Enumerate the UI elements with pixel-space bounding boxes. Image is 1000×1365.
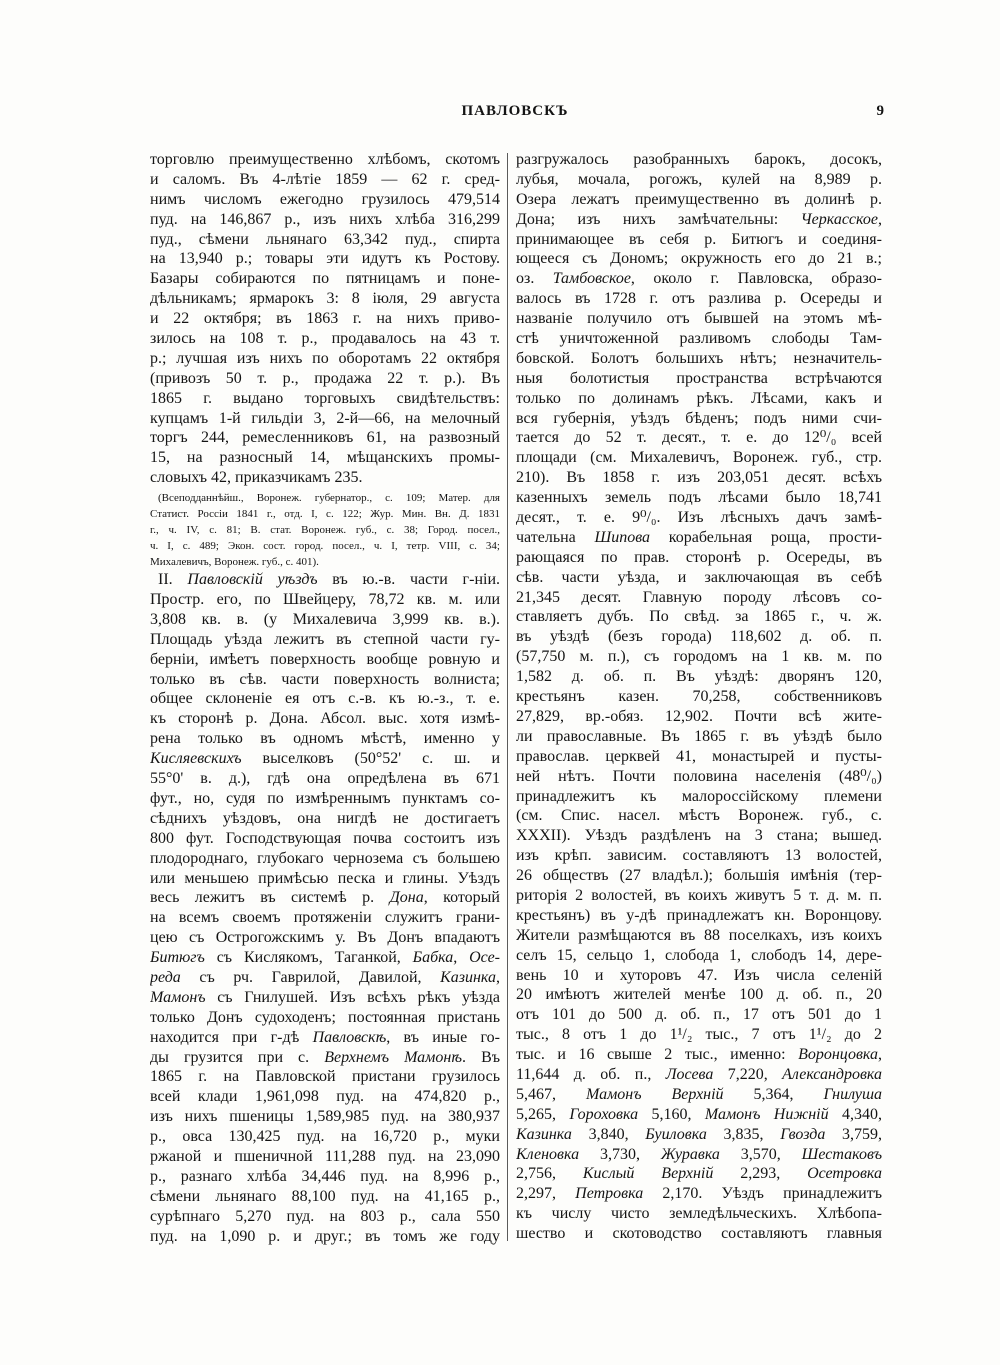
text-line (150, 289, 500, 309)
text-line (150, 1028, 500, 1048)
text-line (516, 1065, 882, 1085)
text-segment: 1865 г. на Павловской пристани грузилось (150, 1068, 500, 1086)
text-segment: словыхъ 42, приказчикамъ 235. (150, 469, 363, 487)
text-segment: , (878, 210, 882, 228)
right-column (516, 150, 882, 1244)
text-segment: 5,467, (516, 1085, 586, 1103)
text-segment: крестьянъ казен. 70,258, собственниковъ (516, 688, 882, 706)
text-segment: Дона; изъ нихъ замѣчательны: (516, 210, 801, 228)
district-section (150, 570, 500, 1246)
text-line (150, 650, 500, 670)
italic-term: Гвозда (780, 1125, 826, 1143)
text-segment: пуд. на 146,867 р., изъ нихъ хлѣба 316,299 (150, 210, 500, 228)
text-line (516, 767, 882, 787)
text-line (516, 150, 882, 170)
text-line (516, 667, 882, 687)
text-line (150, 349, 500, 369)
text-segment: къ числу чисто земледѣльческихъ. Хлѣбопа- (516, 1205, 882, 1223)
text-line (150, 309, 500, 329)
text-segment: (привозъ 50 т. р., продажа 22 т. р.). Въ (150, 369, 500, 387)
italic-term: реда (150, 968, 181, 986)
text-segment: 210). Въ 1858 г. изъ 203,051 десят. всѣхъ (516, 469, 882, 487)
text-line (516, 1164, 882, 1184)
text-line (516, 309, 882, 329)
text-segment: шество и скотоводство составляютъ главныя (516, 1225, 882, 1243)
italic-term: Верхнемъ Мамонѣ (324, 1048, 463, 1066)
text-segment: ржаной и пшеничной 111,288 пуд. на 23,090 (150, 1147, 500, 1165)
text-segment: 5,265, (516, 1105, 570, 1123)
text-line (150, 809, 500, 829)
text-line (150, 1147, 500, 1167)
text-line (516, 389, 882, 409)
text-line (516, 886, 882, 906)
text-segment: тыс., 8 отъ 1 до 1¹/₂ тыс., 7 отъ 1¹/₂ до 2 (516, 1026, 882, 1044)
text-segment: ли православные. Въ 1865 г. въ уѣздѣ было (516, 727, 882, 745)
text-line (150, 522, 500, 538)
text-line (150, 948, 500, 968)
text-segment: весь лежитъ въ системѣ р. (150, 889, 390, 907)
text-segment: р., овса 130,425 пуд. на 16,720 р., муки (150, 1128, 500, 1146)
text-segment: г., ч. IV, с. 81; В. стат. Воронеж. губ., с. 38; Город. посел., (150, 524, 500, 537)
text-segment: , около г. Павловска, образо- (630, 270, 882, 288)
italic-term: Александровка (782, 1065, 882, 1083)
italic-term: Битюгъ (150, 949, 205, 967)
italic-term: Осе- (469, 949, 500, 967)
text-segment: находится при г-дѣ (150, 1028, 313, 1046)
text-segment: лубья, мочала, рогожъ, кулей на 8,989 р. (516, 170, 882, 188)
text-segment: отъ 101 до 500 д. об. п., 17 отъ 501 до 1 (516, 1006, 882, 1024)
italic-term: Казинка (440, 968, 496, 986)
text-line (150, 988, 500, 1008)
text-segment: вень 10 и хуторовъ 47. Изъ числа селеній (516, 966, 882, 984)
italic-term: Черкасское (800, 210, 878, 228)
text-line (516, 707, 882, 727)
italic-term: Бабка (412, 949, 454, 967)
text-line (150, 554, 500, 570)
text-segment: названіе получило отъ бывшей на этомъ мѣ- (516, 310, 882, 328)
text-line (516, 548, 882, 568)
italic-term: Воронцовка (798, 1046, 878, 1064)
text-line (516, 846, 882, 866)
text-segment: на 13,940 р.; товары эти идутъ къ Ростову. (150, 250, 500, 268)
text-line (150, 610, 500, 630)
text-line (516, 946, 882, 966)
text-line (150, 590, 500, 610)
text-segment: разгружалось разобранныхъ барокъ, досокъ, (516, 151, 882, 168)
text-segment: 2,293, (713, 1165, 808, 1183)
text-segment: , (496, 968, 500, 986)
text-segment: сѣднихъ уѣздовъ, она нигдѣ не достигаетъ (150, 809, 500, 827)
text-line (516, 826, 882, 846)
text-segment: зилось на 108 т. р., продавалось на 43 т. (150, 330, 500, 348)
intro-paragraph (150, 150, 500, 488)
text-segment: 55°0' в. д.), гдѣ она опредѣлена въ 671 (150, 770, 500, 788)
source-citation (150, 490, 500, 570)
text-line (150, 490, 500, 506)
text-segment: (Всеподданнѣйш., Воронеж. губернатор., с. 109; Матер. для (158, 492, 500, 505)
text-segment: Статист. Россіи 1841 г., отд. I, с. 122; Жур. Мин. Вн. Д. 1831 (150, 508, 500, 521)
text-segment: сѣв. части уѣзда, и заключающая въ себѣ (516, 568, 882, 586)
text-segment: въ ю.-в. части г-ніи. (317, 571, 500, 589)
text-line (516, 249, 882, 269)
text-line (516, 170, 882, 190)
text-line (150, 190, 500, 210)
text-segment: корабельная роща, прости- (650, 528, 882, 546)
text-segment: крестьянъ) въ у-дѣ принадлежатъ кн. Воронцову. (516, 906, 882, 924)
text-segment: площади (см. Михалевичъ, Воронеж. губ., стр. (516, 449, 882, 467)
italic-term: Гороховка (569, 1105, 639, 1123)
text-segment: 3,759, (825, 1125, 882, 1143)
italic-term: Журавка (660, 1145, 720, 1163)
text-segment: къ сторонѣ р. Дона. Абсол. выс. хотя измѣ- (150, 710, 500, 728)
text-line (516, 210, 882, 230)
text-line (150, 729, 500, 749)
text-segment: сѣмени льнянаго 88,100 пуд. на 41,165 р., (150, 1187, 500, 1205)
text-segment: только по долинамъ рѣкъ. Лѣсами, какъ и (516, 389, 882, 407)
text-segment: дѣльникамъ; ярмарокъ 3: 8 іюля, 29 августа (150, 290, 500, 308)
text-line (516, 1105, 882, 1125)
text-segment: и саломъ. Въ 4-лѣтіе 1859 — 62 г. сред- (150, 170, 500, 188)
text-segment: XXXII). Уѣздъ раздѣленъ на 3 стана; вышед. (516, 827, 882, 845)
text-segment: 15, на разносный 14, мѣщанскихъ промы- (150, 449, 500, 467)
text-line (150, 1008, 500, 1028)
text-segment: 1,582 д. об. п. Въ уѣздѣ: дворянъ 120, (516, 668, 882, 686)
text-segment: Озера лежатъ преимущественно въ долинѣ р. (516, 190, 882, 208)
text-segment: Михалевичъ, Воронеж. губ., с. 401). (150, 556, 319, 569)
text-line (150, 1048, 500, 1068)
text-segment: принадлежитъ къ малороссійскому племени (516, 787, 882, 805)
text-segment: плодороднаго, глубокаго чернозема съ большею (150, 849, 500, 867)
italic-term: Лосева (665, 1065, 714, 1083)
text-line (516, 806, 882, 826)
text-line (516, 508, 882, 528)
text-segment: пуд. на 1,090 р. и друг.; въ томъ же году (150, 1227, 500, 1245)
text-segment: Площадь уѣзда лежитъ въ степной части гу- (150, 630, 500, 648)
text-segment: въ уѣздѣ (безъ города) 118,602 д. об. п. (516, 628, 882, 646)
page-number: 9 (876, 103, 884, 119)
italic-term: Кислый Верхній (582, 1165, 714, 1183)
text-line (150, 1087, 500, 1107)
text-line (516, 687, 882, 707)
text-segment: Жители размѣщаются въ 88 поселкахъ, изъ коихъ (516, 926, 882, 944)
text-line (150, 888, 500, 908)
text-segment: 11,644 д. об. п., (516, 1065, 666, 1083)
text-line (150, 210, 500, 230)
column-rule (507, 153, 508, 1241)
text-segment: 20 имѣютъ жителей менѣе 100 д. об. п., 20 (516, 986, 882, 1004)
text-line (516, 369, 882, 389)
text-line (516, 409, 882, 429)
italic-term: Шестаковъ (801, 1145, 882, 1163)
text-line (150, 409, 500, 429)
text-line (516, 588, 882, 608)
text-segment: Базары собираются по пятницамъ и поне- (150, 270, 500, 288)
text-segment: съ Кислякомъ, Таганкой, (204, 949, 413, 967)
text-segment: II. (158, 571, 188, 589)
text-line (516, 607, 882, 627)
text-line (516, 1184, 882, 1204)
text-line (150, 1227, 500, 1247)
text-line (150, 1207, 500, 1227)
italic-term: Павловскѣ (312, 1028, 387, 1046)
text-line (150, 869, 500, 889)
text-segment: 4,340, (828, 1105, 882, 1123)
text-line (150, 428, 500, 448)
text-segment: 5,364, (723, 1085, 824, 1103)
text-segment: нимъ числомъ ежегодно грузилось 479,514 (150, 190, 500, 208)
text-segment: (см. Спис. насел. мѣстъ Воронеж. губ., с. (516, 807, 882, 825)
text-segment: казенныхъ земель подъ лѣсами было 18,741 (516, 489, 882, 507)
text-line (516, 1145, 882, 1165)
text-segment: 3,570, (719, 1145, 802, 1163)
text-segment: изъ крѣп. зависим. составляютъ 13 волостей, (516, 847, 882, 865)
text-line (516, 1204, 882, 1224)
text-line (150, 269, 500, 289)
text-line (516, 488, 882, 508)
text-segment: ды грузится при с. (150, 1048, 325, 1066)
text-segment: 800 фут. Господствующая почва состоитъ изъ (150, 829, 500, 847)
text-line (516, 289, 882, 309)
text-line (150, 968, 500, 988)
text-line (516, 468, 882, 488)
text-segment: (57,750 м. п.), съ городомъ на 1 кв. м. по (516, 648, 882, 666)
italic-term: Мамонъ Нижній (704, 1105, 829, 1123)
text-line (150, 1167, 500, 1187)
text-segment: Простр. его, по Швейцеру, 78,72 кв. м. или (150, 591, 500, 609)
text-line (516, 985, 882, 1005)
italic-term: Павловскій уѣздъ (187, 571, 318, 589)
text-segment: 1865 г. выдано торговыхъ свидѣтельствъ: (150, 389, 500, 407)
text-segment: съ Гнилушей. Изъ всѣхъ рѣкъ уѣзда (205, 988, 500, 1006)
text-line (516, 866, 882, 886)
text-line (516, 906, 882, 926)
text-line (150, 468, 500, 488)
text-line (516, 647, 882, 667)
text-line (516, 349, 882, 369)
text-line (516, 627, 882, 647)
text-segment: рена только въ одномъ мѣстѣ, именно у (150, 730, 500, 748)
italic-term: Мамонъ (150, 988, 206, 1006)
text-line (150, 908, 500, 928)
italic-term: Гнилуша (823, 1085, 882, 1103)
text-segment: выселковъ (50°52' с. ш. и (241, 750, 500, 768)
text-segment: цею съ Острогожскимъ у. Въ Донъ впадаютъ (150, 929, 500, 947)
text-line (150, 1187, 500, 1207)
text-line (150, 829, 500, 849)
text-line (516, 747, 882, 767)
text-segment: только Донъ судоходенъ; постоянная пристань (150, 1008, 500, 1026)
text-segment: принимающее въ себя р. Битюгъ и соединя- (516, 230, 882, 248)
text-line (516, 926, 882, 946)
text-segment: риторія 2 волостей, въ коихъ живутъ 5 т. д. м. п. (516, 886, 882, 904)
text-segment: 5,160, (638, 1105, 705, 1123)
text-segment: , (453, 949, 470, 967)
text-segment: 3,840, (571, 1125, 646, 1143)
text-segment: рающаяся по прав. сторонѣ р. Осереды, въ (516, 548, 882, 566)
text-line (150, 670, 500, 690)
text-segment: стѣ уничтоженной разливомъ слободы Там- (516, 330, 882, 348)
text-segment: десят., т. е. 9⁰/₀. Изъ лѣсныхъ дачъ замѣ- (516, 509, 882, 527)
text-segment: ставляетъ дубъ. По свѣд. за 1865 г., ч. ж. (516, 608, 882, 626)
text-segment: 2,756, (516, 1165, 583, 1183)
text-line (150, 570, 500, 590)
italic-term: Кисляевскихъ (150, 750, 242, 768)
text-line (516, 1125, 882, 1145)
text-segment: чательна (516, 528, 595, 546)
italic-term: Петровка (575, 1185, 644, 1203)
text-segment: съ рч. Гаврилой, Давилой, (180, 968, 441, 986)
text-line (150, 150, 500, 170)
text-segment: сурѣпнаго 5,270 пуд. на 803 р., сала 550 (150, 1207, 500, 1225)
text-segment: р.; лучшая изъ нихъ по оборотамъ 22 октября (150, 349, 500, 367)
text-segment: оз. (516, 270, 553, 288)
text-segment: ющееся съ Дономъ; окружность его до 21 в.; (516, 250, 882, 268)
text-segment: тается до 52 т. десят., т. е. до 12⁰/₀ всей (516, 429, 882, 447)
text-segment: , въ иные го- (386, 1028, 500, 1046)
text-segment: 21,345 десят. Главную породу лѣсовъ со- (516, 588, 882, 606)
text-line (516, 448, 882, 468)
left-column (150, 150, 500, 1246)
text-line (516, 1224, 882, 1244)
text-segment: ныя болотистыя пространства встрѣчаются (516, 369, 882, 387)
text-segment: бовской. Болотъ большихъ нѣтъ; незначитель- (516, 349, 882, 367)
italic-term: Мамонъ Верхній (585, 1085, 724, 1103)
text-segment: всей клади 1,961,098 пуд. на 474,820 р., (150, 1088, 500, 1106)
text-segment: 2,297, (516, 1185, 576, 1203)
text-line (150, 329, 500, 349)
text-line (150, 230, 500, 250)
text-segment: православ. церквей 41, монастырей и пусты- (516, 747, 882, 765)
italic-term: Шипова (594, 528, 651, 546)
text-line (516, 966, 882, 986)
text-segment: 2,170. Уѣздъ принадлежитъ (643, 1185, 882, 1203)
text-line (516, 1025, 882, 1045)
text-line (150, 389, 500, 409)
text-segment: 27,829, вр.-обяз. 12,902. Почти всѣ жите- (516, 707, 882, 725)
text-line (516, 1005, 882, 1025)
text-line (150, 249, 500, 269)
text-segment: р., разнаго хлѣба 34,446 пуд. на 8,996 р., (150, 1167, 500, 1185)
italic-term: Тамбовское (552, 270, 631, 288)
text-segment: пуд., сѣмени льнянаго 63,342 пуд., спирта (150, 230, 500, 248)
text-segment: 26 обществъ (27 владѣл.); большія имѣнія (тер- (516, 867, 882, 885)
text-line (516, 329, 882, 349)
text-segment: , (878, 1046, 882, 1064)
italic-term: Буиловка (645, 1125, 707, 1143)
text-segment: только въ сѣв. части поверхность волниста; (150, 670, 500, 688)
text-segment: валось въ 1728 г. отъ разлива р. Осереды и (516, 290, 882, 308)
text-segment: селъ 15, сельцо 1, слобода 1, слободъ 14, дере- (516, 946, 882, 964)
text-line (150, 630, 500, 650)
text-line (150, 1067, 500, 1087)
text-line (150, 749, 500, 769)
text-segment: на всемъ своемъ протяженіи служитъ грани- (150, 909, 500, 927)
text-line (150, 1127, 500, 1147)
running-head-title: ПАВЛОВСКЪ (461, 103, 569, 119)
text-line (150, 849, 500, 869)
text-segment: купцамъ 1-й гильдіи 3, 2-й—66, на мелочный (150, 409, 500, 427)
text-line (516, 1085, 882, 1105)
district-section-continued (516, 150, 882, 1244)
text-line (150, 928, 500, 948)
text-segment: . Въ (462, 1048, 500, 1066)
text-segment: 3,730, (579, 1145, 661, 1163)
text-line (516, 568, 882, 588)
text-segment: фут., но, судя по измѣреннымъ пунктамъ со- (150, 789, 500, 807)
text-segment: 7,220, (713, 1065, 783, 1083)
text-line (150, 789, 500, 809)
text-segment: ч. I, с. 489; Экон. сост. город. посел., ч. I, тетр. VIII, с. 34; (150, 540, 500, 553)
text-line (516, 528, 882, 548)
italic-term: Дона (389, 889, 424, 907)
text-segment: 3,835, (706, 1125, 781, 1143)
text-line (516, 1045, 882, 1065)
text-line (150, 1107, 500, 1127)
text-line (150, 506, 500, 522)
text-line (516, 269, 882, 289)
text-segment: торгъ 244, ремесленниковъ 61, на развозный (150, 429, 500, 447)
text-line (516, 190, 882, 210)
text-segment: изъ нихъ пшеницы 1,589,985 пуд. на 380,937 (150, 1108, 500, 1126)
text-segment: общее склоненіе ея отъ с.-в. къ ю.-з., т. е. (150, 690, 500, 708)
text-segment: торговлю преимущественно хлѣбомъ, скотомъ (150, 151, 500, 168)
text-line (150, 170, 500, 190)
text-line (516, 727, 882, 747)
text-segment: , который (423, 889, 500, 907)
italic-term: Кленовка (516, 1145, 580, 1163)
text-line (150, 709, 500, 729)
text-line (516, 230, 882, 250)
text-segment: ней нѣтъ. Почти половина населенія (48⁰/₀) (516, 767, 882, 785)
italic-term: Осетровка (807, 1165, 882, 1183)
text-segment: вся губернія, уѣздъ бѣденъ; подъ ними счи- (516, 409, 882, 427)
text-segment: берніи, имѣетъ поверхность вообще ровную и (150, 650, 500, 668)
text-segment: и 22 октября; въ 1863 г. на нихъ приво- (150, 310, 500, 328)
text-line (516, 787, 882, 807)
text-line (516, 428, 882, 448)
italic-term: Казинка (516, 1125, 572, 1143)
text-line (150, 689, 500, 709)
text-line (150, 769, 500, 789)
text-segment: тыс. и 16 свыше 2 тыс., именно: (516, 1046, 799, 1064)
text-segment: или меньшею примѣсью песка и глины. Уѣздъ (150, 869, 500, 887)
text-line (150, 538, 500, 554)
text-line (150, 369, 500, 389)
text-segment: 3,808 кв. в. (у Михалевича 3,999 кв. в.). (150, 610, 500, 628)
text-line (150, 448, 500, 468)
